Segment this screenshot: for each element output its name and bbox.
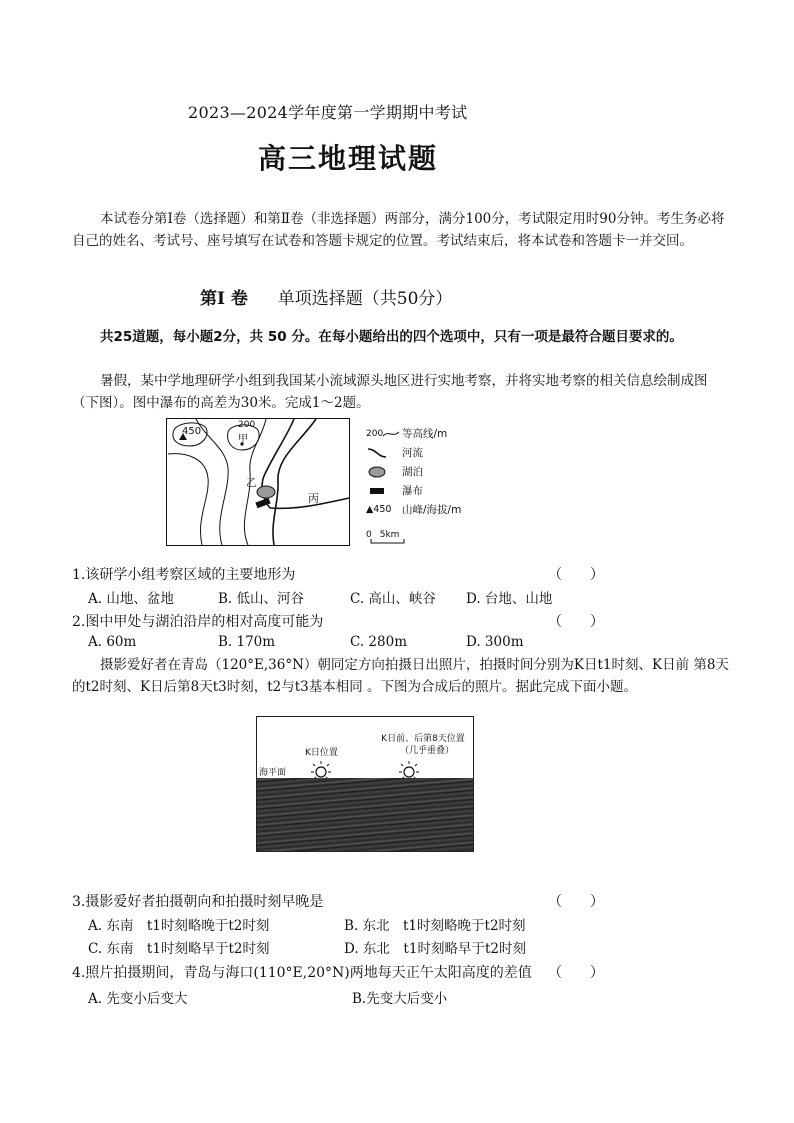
question-3-stem: 3.摄影爱好者拍摄朝向和拍摄时刻早晚是 bbox=[72, 894, 324, 910]
exam-subtitle: 2023—2024学年度第一学期期中考试 bbox=[188, 103, 468, 122]
question-1-option-d[interactable]: D. 台地、山地 bbox=[466, 591, 553, 607]
sun-pm8-note: （几乎重叠） bbox=[399, 746, 454, 756]
legend-item-peak: ▲450 山峰/海拔/m bbox=[366, 504, 462, 516]
question-3-option-d[interactable]: D. 东北 t1时刻略早于t2时刻 bbox=[344, 941, 526, 957]
sunrise-photo bbox=[256, 716, 474, 852]
legend-item-river: 河流 bbox=[366, 443, 461, 462]
question-4-stem: 4.照片拍摄期间，青岛与海口(110°E,20°N)两地每天正午太阳高度的差值 bbox=[72, 965, 532, 981]
scale-zero: 0 bbox=[366, 529, 372, 540]
river-icon bbox=[366, 447, 402, 459]
scale-bar bbox=[366, 525, 461, 544]
section-name: 单项选择题（共50分） bbox=[277, 289, 453, 309]
question-2-stem: 2.图中甲处与湖泊沿岸的相对高度可能为 bbox=[72, 614, 324, 630]
exam-title: 高三地理试题 bbox=[258, 142, 439, 175]
lake-icon bbox=[366, 466, 402, 478]
exam-intro: 本试卷分第Ⅰ卷（选择题）和第Ⅱ卷（非选择题）两部分，满分100分，考试限定用时90分钟。考生务必将自己的姓名、考试号、座号填写在试卷和答题卡规定的位置。考试结束后，将本试卷和答题卡一并交回。 bbox=[72, 211, 725, 249]
legend-item-contour: 200 等高线/m bbox=[366, 428, 448, 440]
question-2-option-d[interactable]: D. 300m bbox=[466, 634, 524, 650]
question-4-option-b[interactable]: B.先变大后变小 bbox=[352, 991, 448, 1007]
bing-label: 丙 bbox=[308, 492, 319, 505]
section-instructions: 共25道题，每小题2分，共 50 分。在每小题给出的四个选项中，只有一项是最符合题目要求的。 bbox=[100, 329, 683, 345]
question-1-option-b[interactable]: B. 低山、河谷 bbox=[218, 591, 305, 607]
sun-k-label: K日位置 bbox=[305, 748, 338, 758]
jia-elev-label: 200 bbox=[238, 420, 256, 430]
question-3-option-b[interactable]: B. 东北 t1时刻略晚于t2时刻 bbox=[344, 918, 526, 934]
question-2-option-a[interactable]: A. 60m bbox=[88, 634, 137, 650]
question-1-option-a[interactable]: A. 山地、盆地 bbox=[88, 591, 174, 607]
section-heading bbox=[200, 284, 452, 309]
scale-unit: 5km bbox=[379, 529, 400, 540]
sun-pm8-label: K日前、后第8天位置 bbox=[381, 734, 465, 744]
question-1-stem: 1.该研学小组考察区域的主要地形为 bbox=[72, 567, 296, 583]
question-2-option-c[interactable]: C. 280m bbox=[350, 634, 407, 650]
passage-2: 摄影爱好者在青岛（120°E,36°N）朝同定方向拍摄日出照片，拍摄时间分别为K日t1时刻、K日前 第8天的t2时刻、K日后第8天t3时刻，t2与t3基本相同 。下图为合成后的照片。据此完成下面小题。 bbox=[72, 657, 729, 695]
jia-label: 甲 bbox=[238, 434, 248, 445]
peak-icon: ▲450 bbox=[366, 504, 392, 515]
map-legend bbox=[366, 424, 461, 544]
contour-map bbox=[166, 418, 350, 546]
question-3-answer-paren[interactable]: （ ） bbox=[548, 894, 604, 910]
legend-item-lake: 湖泊 bbox=[366, 462, 461, 481]
contour-map-svg bbox=[166, 418, 350, 546]
passage-1: 暑假，某中学地理研学小组到我国某小流域源头地区进行实地考察，并将实地考察的相关信息绘制成图（下图）。图中瀑布的高差为30米。完成1～2题。 bbox=[72, 373, 708, 411]
legend-item-waterfall: 瀑布 bbox=[366, 481, 461, 500]
sea-level-label: 海平面 bbox=[259, 768, 287, 778]
waterfall-icon bbox=[366, 485, 402, 497]
question-2-option-b[interactable]: B. 170m bbox=[218, 634, 276, 650]
sea-surface bbox=[257, 778, 473, 851]
peak-label: 450 bbox=[182, 426, 202, 437]
question-3-option-a[interactable]: A. 东南 t1时刻略晚于t2时刻 bbox=[88, 918, 270, 934]
question-2-answer-paren[interactable]: （ ） bbox=[548, 614, 604, 630]
question-3-option-c[interactable]: C. 东南 t1时刻略早于t2时刻 bbox=[88, 941, 270, 957]
contour-icon: 200 bbox=[366, 429, 402, 439]
section-label: 第Ⅰ 卷 bbox=[200, 289, 248, 309]
question-1-option-c[interactable]: C. 高山、峡谷 bbox=[350, 591, 436, 607]
yi-label: 乙 bbox=[246, 476, 257, 489]
question-4-answer-paren[interactable]: （ ） bbox=[548, 965, 604, 981]
question-4-option-a[interactable]: A. 先变小后变大 bbox=[88, 991, 188, 1007]
question-1-answer-paren[interactable]: （ ） bbox=[548, 567, 604, 583]
